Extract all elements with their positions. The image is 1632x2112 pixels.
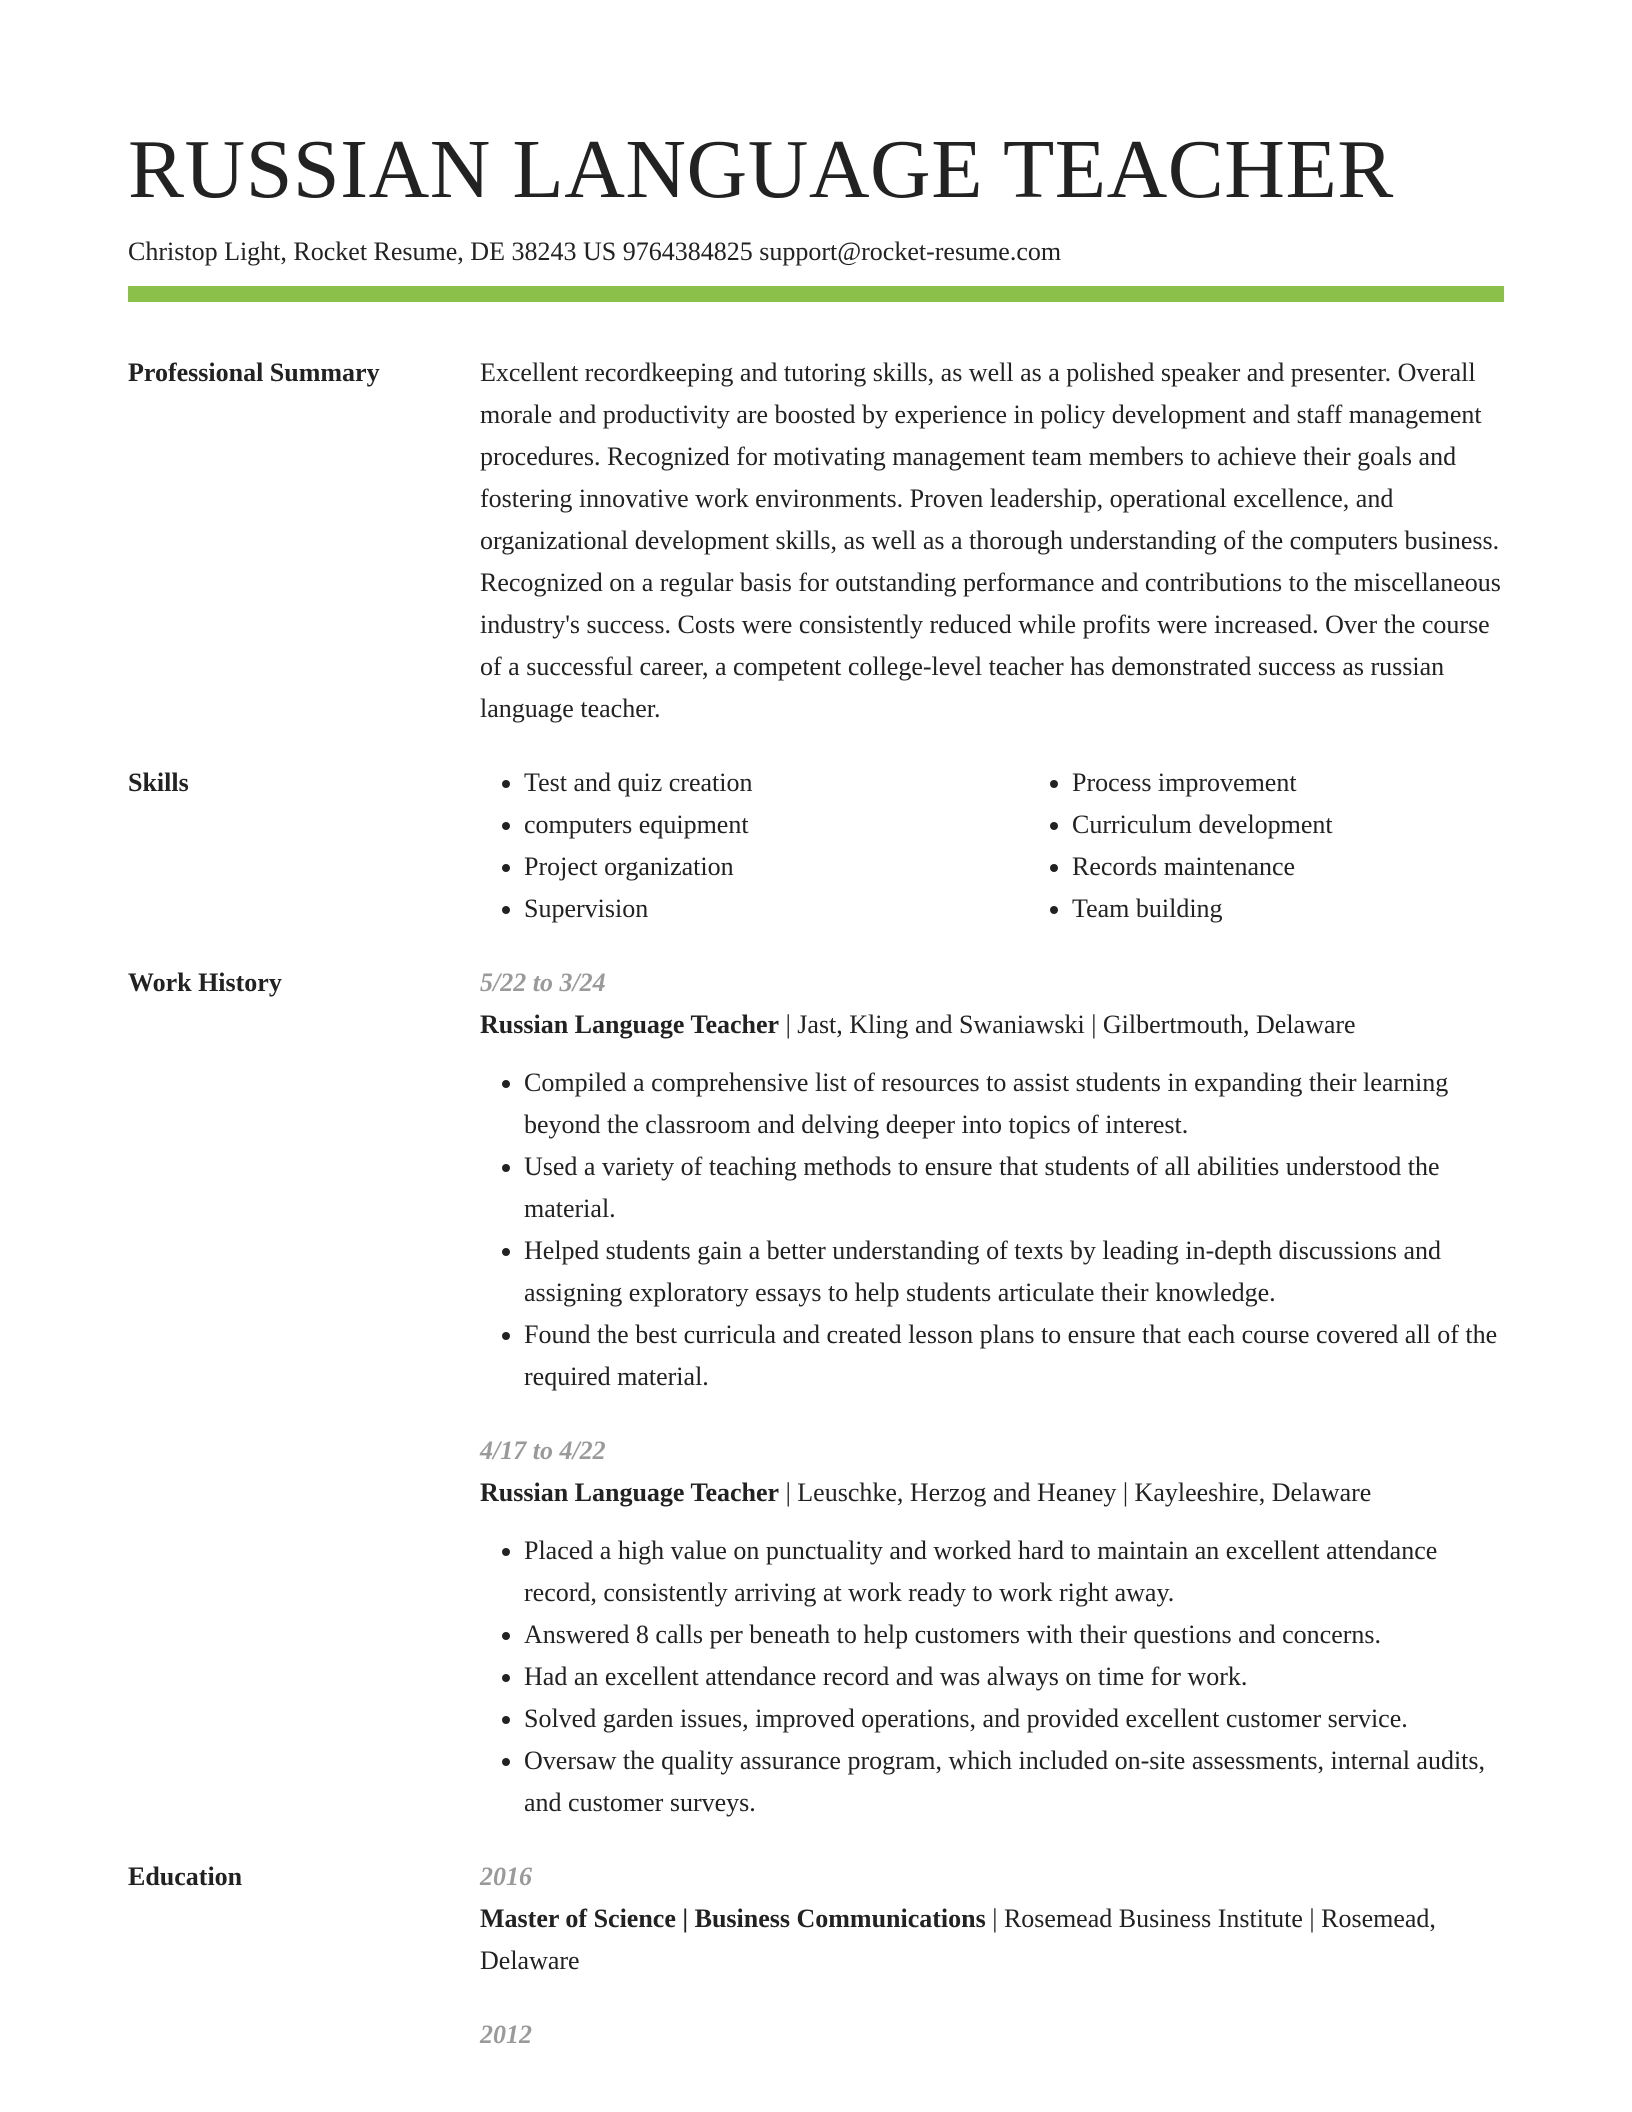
resume-page xyxy=(128,0,1504,2056)
job-dates: 4/17 to 4/22 xyxy=(480,1436,606,1465)
job-bullet: • Had an excellent attendance record and was always on time for work. xyxy=(524,1656,1504,1698)
job-details: | Jast, Kling and Swaniawski | Gilbertmouth, Delaware xyxy=(779,1010,1356,1039)
job-bullet: • Found the best curricula and created lesson plans to ensure that each course covered all of the required material. xyxy=(524,1314,1504,1398)
job-entry xyxy=(480,962,1504,1398)
skills-label: Skills xyxy=(128,768,189,797)
education-label: Education xyxy=(128,1862,243,1891)
education-year: 2012 xyxy=(480,2020,532,2049)
skill-item: • Records maintenance xyxy=(1072,846,1576,888)
skill-item: • Process improvement xyxy=(1072,762,1576,804)
work-history-label: Work History xyxy=(128,968,282,997)
education-year: 2016 xyxy=(480,1862,532,1891)
summary-text: Excellent recordkeeping and tutoring skills, as well as a polished speaker and presenter. Overall morale and productivity are boosted by experience in policy development and staff management procedures. Recognized for motivating management team members to achieve their goals and fostering innovative work environments. Proven leadership, operational excellence, and organizational development skills, as well as a thorough understanding of the computers business. Recognized on a regular basis for outstanding performance and contributions to the miscellaneous industry's success. Costs were consistently reduced while profits were increased. Over the course of a successful career, a competent college-level teacher has demonstrated success as russian language teacher. xyxy=(480,358,1501,723)
skill-item: • Curriculum development xyxy=(1072,804,1576,846)
job-bullet: • Used a variety of teaching methods to ensure that students of all abilities understood the material. xyxy=(524,1146,1504,1230)
job-details: | Leuschke, Herzog and Heaney | Kayleeshire, Delaware xyxy=(779,1478,1372,1507)
education-entry xyxy=(480,2014,1504,2056)
job-title: Russian Language Teacher xyxy=(480,1478,780,1507)
education-body xyxy=(480,1856,1504,2056)
job-title: Russian Language Teacher xyxy=(480,1010,780,1039)
job-bullet: • Oversaw the quality assurance program, which included on-site assessments, internal audits, and customer surveys. xyxy=(524,1740,1504,1824)
job-heading xyxy=(480,1472,1504,1514)
education-heading xyxy=(480,1898,1504,1982)
degree-title: Master of Science | Business Communications xyxy=(480,1904,986,1933)
job-bullet: • Placed a high value on punctuality and worked hard to maintain an excellent attendance record, consistently arriving at work ready to work right away. xyxy=(524,1530,1504,1614)
accent-divider xyxy=(128,286,1504,302)
education-section xyxy=(128,1856,1504,2056)
skills-body xyxy=(480,762,1504,930)
education-entry xyxy=(480,1856,1504,1982)
skills-list-right xyxy=(1028,762,1576,930)
summary-body xyxy=(480,352,1504,730)
skill-item: • Test and quiz creation xyxy=(524,762,1028,804)
job-bullets xyxy=(480,1062,1504,1398)
skill-item: • Team building xyxy=(1072,888,1576,930)
skill-item: • Project organization xyxy=(524,846,1028,888)
skills-section xyxy=(128,762,1504,930)
education-details: | Rosemead Business Institute | Rosemead, Delaware xyxy=(480,1904,1436,1975)
job-dates: 5/22 to 3/24 xyxy=(480,968,606,997)
skill-item: • computers equipment xyxy=(524,804,1028,846)
job-bullet: • Compiled a comprehensive list of resources to assist students in expanding their learning beyond the classroom and delving deeper into topics of interest. xyxy=(524,1062,1504,1146)
job-heading xyxy=(480,1004,1504,1046)
work-history-section xyxy=(128,962,1504,1824)
skill-item: • Supervision xyxy=(524,888,1028,930)
job-entry xyxy=(480,1430,1504,1824)
job-bullet: • Solved garden issues, improved operations, and provided excellent customer service. xyxy=(524,1698,1504,1740)
work-history-body xyxy=(480,962,1504,1824)
summary-section xyxy=(128,352,1504,730)
summary-label: Professional Summary xyxy=(128,358,380,387)
contact-line: Christop Light, Rocket Resume, DE 38243 US 9764384825 support@rocket-resume.com xyxy=(128,237,1062,266)
job-bullet: • Helped students gain a better understanding of texts by leading in-depth discussions and assigning exploratory essays to help students articulate their knowledge. xyxy=(524,1230,1504,1314)
job-bullet: • Answered 8 calls per beneath to help customers with their questions and concerns. xyxy=(524,1614,1504,1656)
resume-title: RUSSIAN LANGUAGE TEACHER xyxy=(128,123,1394,216)
job-bullets xyxy=(480,1530,1504,1824)
skills-list-left xyxy=(480,762,1028,930)
skills-columns xyxy=(480,762,1504,930)
